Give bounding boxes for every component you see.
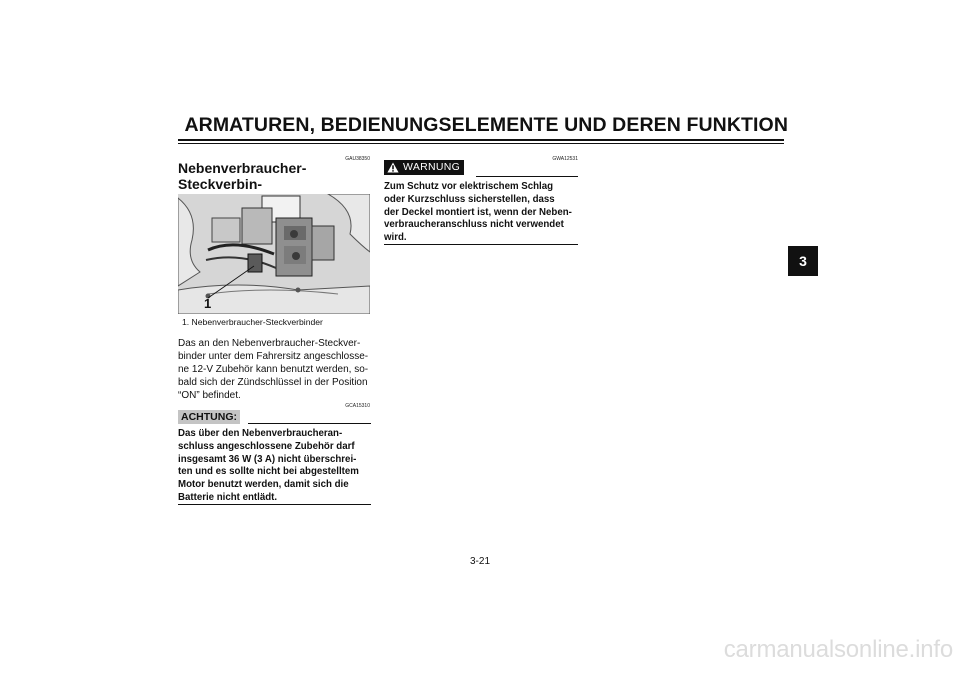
page-number: 3-21 [469,556,490,567]
warning-rule-bottom [384,244,578,245]
notice-text: Das über den Nebenverbraucheran- schluss angeschlossene Zubehör darf insgesamt 36 W (3 A) nicht überschrei- ten und es sollte nicht bei abgestelltem Motor benutzt werden, damit sich die Batterie nicht entlädt. [178,428,359,503]
notice-rule-top [248,423,371,424]
section-title-text: Nebenverbraucher-Steckverbin- [178,160,307,192]
watermark: carmanualsonline.info [723,636,953,663]
section-code: GAU38350 [345,156,370,162]
chapter-tab[interactable]: 3 [788,246,818,276]
chapter-header-title: ARMATUREN, BEDIENUNGSELEMENTE UND DEREN FUNKTION [184,114,788,136]
header-rule-thin [178,143,784,144]
figure-callout-1: 1 [204,296,212,311]
warning-text: Zum Schutz vor elektrischem Schlag oder Kurzschluss sicherstellen, dass der Deckel montiert ist, wenn der Neben- verbraucheranschluss nicht verwendet wird. [384,181,572,244]
body-paragraph: Das an den Nebenverbraucher-Steckver- binder unter dem Fahrersitz angeschlosse- ne 12-V Zubehör kann benutzt werden, so- bald sich der Zündschlüssel in der Position “ON” befindet. [178,338,369,401]
warning-rule-top [476,176,578,177]
achtung-label: ACHTUNG: [178,410,240,424]
warnung-label-text: WARNUNG [403,161,461,173]
header-rule-thick [178,139,784,141]
connector-photo [178,194,370,314]
warnung-label [384,160,464,175]
warning-triangle-icon [387,162,399,173]
warning-code: GWA12531 [552,156,578,162]
notice-rule-bottom [178,504,371,505]
figure-caption: 1. Nebenverbraucher-Steckverbinder [182,317,323,327]
notice-code: GCA15310 [345,403,370,409]
